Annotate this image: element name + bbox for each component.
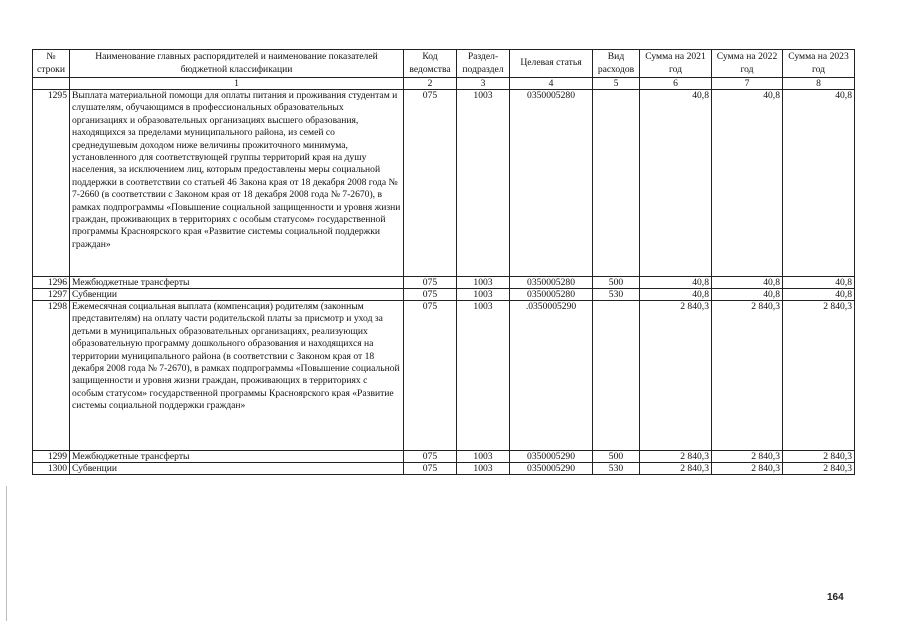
cell-section: 1003 [457, 289, 510, 301]
header-name: Наименование главных распорядителей и наименование показателей бюджетной классификации [70, 50, 404, 78]
budget-table [32, 49, 855, 475]
cell-target-article: 0350005280 [510, 289, 593, 301]
cell-sum-2023: 40,8 [783, 277, 855, 289]
cell-sum-2022: 2 840,3 [712, 451, 783, 463]
cell-name: Межбюджетные трансферты [70, 277, 404, 289]
header-target-article: Целевая статья [510, 50, 593, 78]
cell-department-code: 075 [404, 301, 457, 451]
table-row [33, 463, 855, 475]
cell-department-code: 075 [404, 90, 457, 277]
cell-sum-2022: 40,8 [712, 277, 783, 289]
cell-department-code: 075 [404, 451, 457, 463]
header-section: Раздел-подраздел [457, 50, 510, 78]
header-expense-type: Вид расходов [593, 50, 640, 78]
table-header-numbers-row [33, 78, 855, 90]
cell-name: Субвенции [70, 289, 404, 301]
cell-row-number: 1300 [33, 463, 70, 475]
cell-sum-2022: 2 840,3 [712, 463, 783, 475]
cell-expense-type: 500 [593, 277, 640, 289]
cell-name: Выплата материальной помощи для оплаты питания и проживания студентам и слушателям, обучающимся в профессиональных образовательных организациях и образовательных организациях высшего образования, находящихся за пределами муниципального района, из семей со среднедушевым доходом ниже величины прожиточного минимума, установленного для соответствующей группы территорий края на душу населения, за исключением лиц, которым предоставлены меры социальной поддержки в соответствии со статьей 46 Закона края от 18 декабря 2008 года № 7-2660 (в соответствии с Законом края от 18 декабря 2008 года № 7-2670), в рамках подпрограммы «Повышение социальной защищенности и уровня жизни граждан, проживающих в территориях с особым статусом» государственной программы Красноярского края «Развитие системы социальной поддержки граждан» [70, 90, 404, 277]
header-number-6: 6 [640, 78, 712, 90]
cell-target-article: 0350005280 [510, 277, 593, 289]
cell-section: 1003 [457, 90, 510, 277]
cell-section: 1003 [457, 451, 510, 463]
cell-expense-type: 500 [593, 451, 640, 463]
cell-sum-2021: 40,8 [640, 289, 712, 301]
cell-sum-2023: 2 840,3 [783, 301, 855, 451]
table-row [33, 289, 855, 301]
cell-sum-2022: 40,8 [712, 90, 783, 277]
cell-section: 1003 [457, 277, 510, 289]
header-sum-2021: Сумма на 2021 год [640, 50, 712, 78]
cell-name: Ежемесячная социальная выплата (компенсация) родителям (законным представителям) на оплату части родительской платы за присмотр и уход за детьми в муниципальных образовательных организациях, реализующих образовательную программу дошкольного образования и находящихся на территории муниципального района (в соответствии с Законом края от 18 декабря 2008 года № 7-2670), в рамках подпрограммы «Повышение социальной защищенности и уровня жизни граждан, проживающих в территориях с особым статусом» государственной программы Красноярского края «Развитие системы социальной поддержки граждан» [70, 301, 404, 451]
cell-department-code: 075 [404, 289, 457, 301]
cell-sum-2021: 40,8 [640, 277, 712, 289]
cell-section: 1003 [457, 463, 510, 475]
cell-row-number: 1297 [33, 289, 70, 301]
header-row-number: № строки [33, 50, 70, 78]
header-number-8: 8 [783, 78, 855, 90]
cell-expense-type: 530 [593, 289, 640, 301]
header-number-1: 1 [70, 78, 404, 90]
cell-department-code: 075 [404, 463, 457, 475]
cell-sum-2021: 2 840,3 [640, 463, 712, 475]
cell-sum-2022: 2 840,3 [712, 301, 783, 451]
page-number: 164 [827, 592, 844, 603]
header-number-4: 4 [510, 78, 593, 90]
cell-sum-2021: 2 840,3 [640, 301, 712, 451]
header-department-code: Код ведомства [404, 50, 457, 78]
cell-department-code: 075 [404, 277, 457, 289]
cell-row-number: 1295 [33, 90, 70, 277]
cell-name: Субвенции [70, 463, 404, 475]
cell-sum-2023: 2 840,3 [783, 451, 855, 463]
table-header-row [33, 50, 855, 78]
table-row [33, 277, 855, 289]
cell-sum-2023: 2 840,3 [783, 463, 855, 475]
table-row [33, 301, 855, 451]
cell-sum-2021: 40,8 [640, 90, 712, 277]
cell-target-article: 0350005290 [510, 463, 593, 475]
header-number-2: 2 [404, 78, 457, 90]
cell-row-number: 1299 [33, 451, 70, 463]
header-number-7: 7 [712, 78, 783, 90]
cell-row-number: 1296 [33, 277, 70, 289]
header-sum-2023: Сумма на 2023 год [783, 50, 855, 78]
cell-sum-2021: 2 840,3 [640, 451, 712, 463]
cell-expense-type: 530 [593, 463, 640, 475]
cell-sum-2022: 40,8 [712, 289, 783, 301]
cell-section: 1003 [457, 301, 510, 451]
cell-row-number: 1298 [33, 301, 70, 451]
cell-expense-type [593, 301, 640, 451]
cell-name: Межбюджетные трансферты [70, 451, 404, 463]
header-sum-2022: Сумма на 2022 год [712, 50, 783, 78]
table-row [33, 451, 855, 463]
cell-sum-2023: 40,8 [783, 289, 855, 301]
header-number-3: 3 [457, 78, 510, 90]
scan-edge-mark [6, 486, 7, 621]
header-number-5: 5 [593, 78, 640, 90]
cell-target-article: 0350005290 [510, 451, 593, 463]
cell-target-article: .0350005290 [510, 301, 593, 451]
cell-target-article: 0350005280 [510, 90, 593, 277]
table-row [33, 90, 855, 277]
cell-sum-2023: 40,8 [783, 90, 855, 277]
header-number-0 [33, 78, 70, 90]
cell-expense-type [593, 90, 640, 277]
